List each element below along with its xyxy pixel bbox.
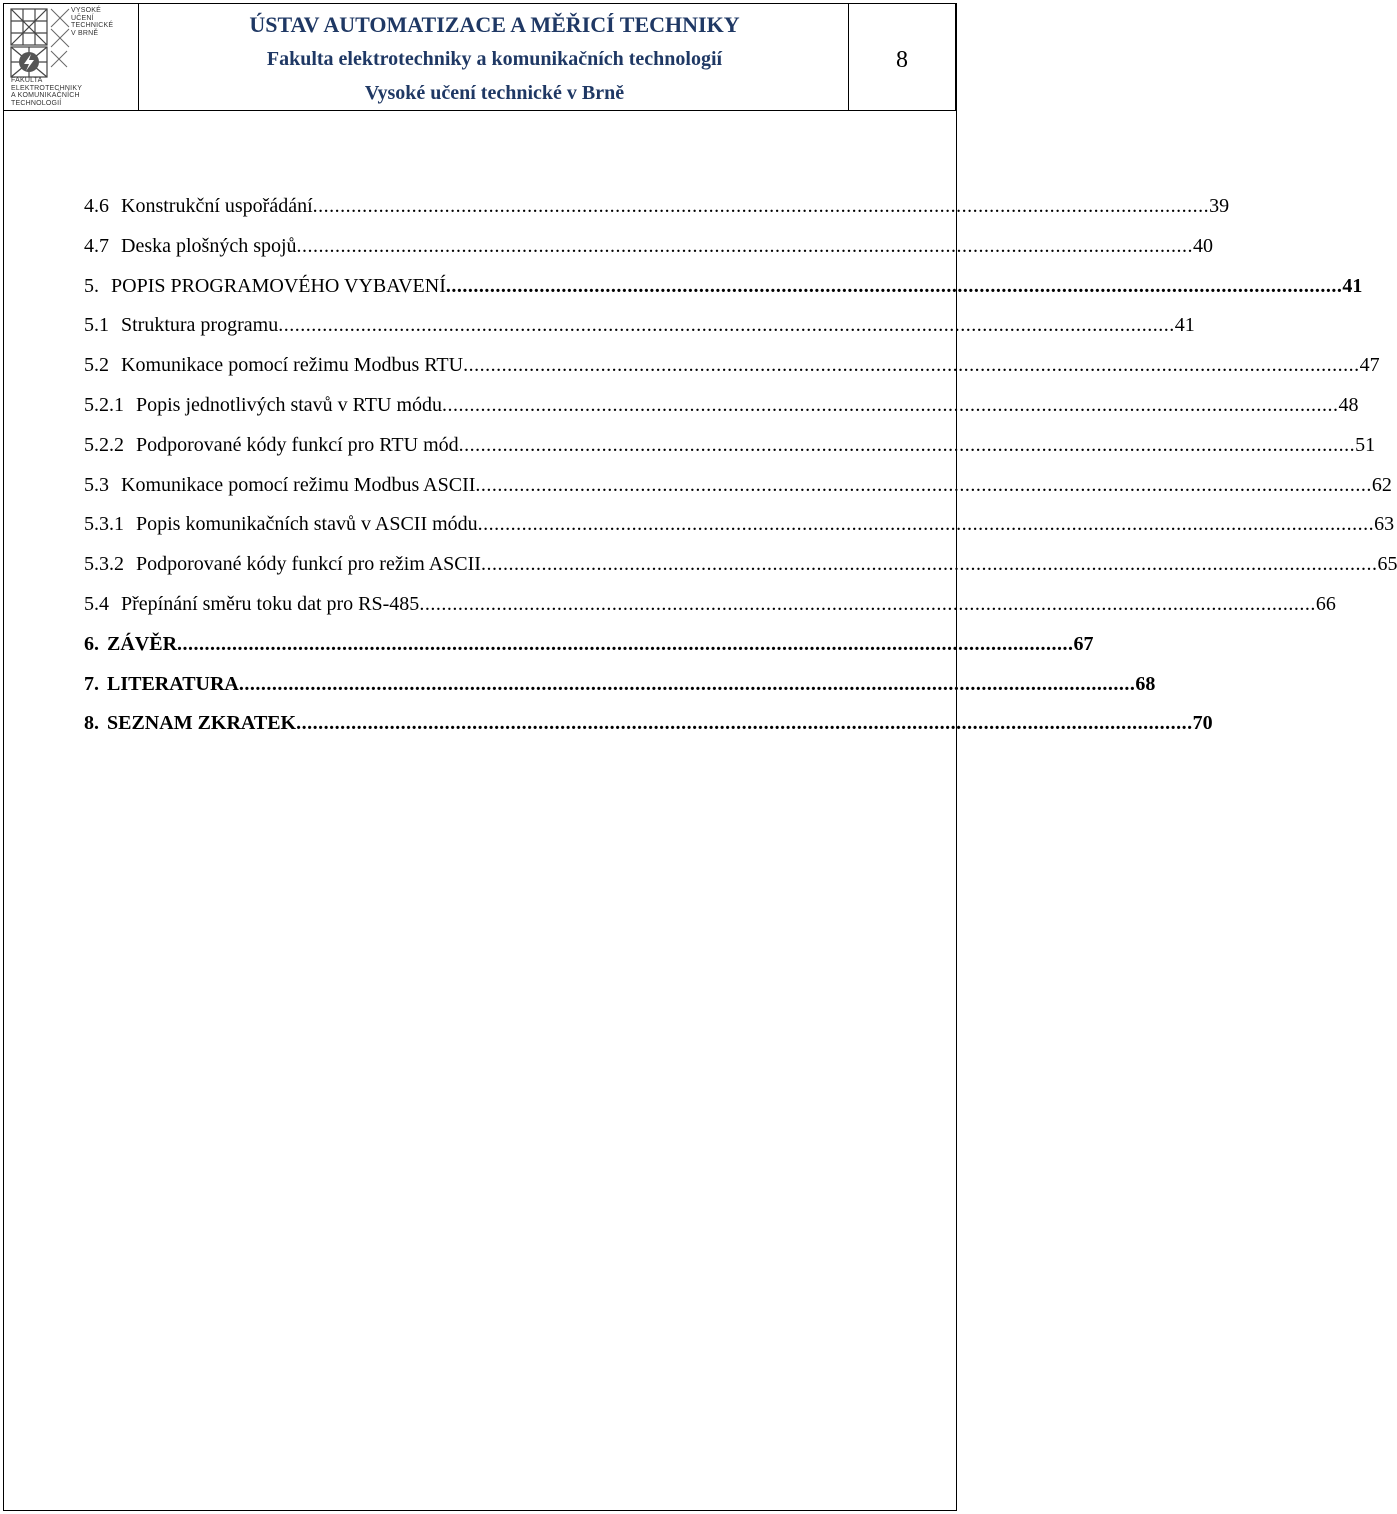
logo-text-line: FAKULTA	[11, 77, 43, 84]
toc-entry-title: Deska plošných spojů	[121, 234, 297, 257]
toc-dot-leader: ...................................................................................................................................................................	[458, 433, 1356, 456]
logo-text-line: V BRNĚ	[71, 29, 99, 37]
institute-name: ÚSTAV AUTOMATIZACE A MĚŘICÍ TECHNIKY	[249, 12, 740, 37]
toc-entry-title: POPIS PROGRAMOVÉHO VYBAVENÍ	[111, 274, 446, 297]
toc-entry[interactable]	[84, 274, 1363, 315]
toc-dot-leader: ...................................................................................................................................................................	[477, 513, 1375, 536]
logo-text-line: ELEKTROTECHNIKY	[11, 84, 83, 92]
toc-dot-leader: ...................................................................................................................................................................	[463, 354, 1360, 377]
toc-dot-leader: ...................................................................................................................................................................	[442, 393, 1339, 416]
toc-dot-leader: ...................................................................................................................................................................	[419, 592, 1316, 615]
toc-entry-page: 62	[1371, 473, 1392, 496]
faculty-name: Fakulta elektrotechniky a komunikačních technologií	[266, 48, 723, 70]
toc-entry[interactable]	[84, 632, 1094, 673]
toc-entry-number: 5.	[84, 274, 99, 297]
page-number: 8	[896, 47, 908, 73]
toc-entry[interactable]	[84, 433, 1376, 474]
toc-entry-number: 5.1	[84, 314, 109, 337]
toc-entry[interactable]	[84, 672, 1156, 713]
toc-entry-page: 65	[1377, 553, 1397, 576]
toc-entry[interactable]	[84, 513, 1395, 553]
toc-entry-page: 68	[1135, 672, 1156, 695]
logo-text-line: A KOMUNIKAČNÍCH	[11, 92, 80, 99]
toc-entry[interactable]	[84, 195, 1230, 235]
toc-entry-number: 5.2.2	[84, 433, 124, 456]
toc-entry-page: 70	[1192, 712, 1213, 735]
toc-dot-leader: ...................................................................................................................................................................	[177, 632, 1074, 655]
toc-entry-number: 8.	[84, 712, 99, 735]
toc-dot-leader: ...................................................................................................................................................................	[312, 195, 1210, 217]
toc-entry[interactable]	[84, 393, 1359, 434]
toc-entry-title: Komunikace pomocí režimu Modbus RTU	[121, 354, 464, 377]
logo-text-line: TECHNOLOGIÍ	[11, 99, 62, 107]
header-title-block	[139, 3, 850, 110]
toc-entry-page: 47	[1359, 354, 1380, 377]
logo-text-line: UČENÍ	[71, 14, 94, 22]
toc-entry-page: 63	[1374, 513, 1395, 536]
toc-entry-title: Konstrukční uspořádání	[121, 195, 313, 217]
toc-dot-leader: ...................................................................................................................................................................	[445, 274, 1343, 297]
toc-dot-leader: ...................................................................................................................................................................	[480, 553, 1378, 576]
toc-dot-leader: ...................................................................................................................................................................	[296, 234, 1194, 257]
toc-entry-number: 4.7	[84, 234, 109, 257]
toc-entry[interactable]	[84, 712, 1213, 752]
toc-entry-title: Přepínání směru toku dat pro RS-485	[121, 592, 420, 615]
toc-entry-number: 4.6	[84, 195, 109, 217]
toc-dot-leader: ...................................................................................................................................................................	[296, 712, 1193, 735]
toc-entry[interactable]	[84, 592, 1336, 633]
toc-entry-page: 40	[1193, 234, 1214, 257]
toc-entry-title: Podporované kódy funkcí pro režim ASCII	[136, 553, 481, 576]
toc-entry-number: 5.3.1	[84, 513, 124, 536]
toc-entry-title: Popis jednotlivých stavů v RTU módu	[136, 393, 443, 416]
toc-entry-number: 7.	[84, 672, 99, 695]
toc-entry-page: 51	[1355, 433, 1376, 456]
toc-entry-title: Struktura programu	[121, 314, 279, 337]
toc-entry-number: 6.	[84, 632, 99, 655]
toc-entry[interactable]	[84, 314, 1195, 354]
toc-entry[interactable]	[84, 473, 1392, 514]
page-number-cell	[848, 3, 956, 110]
toc-entry[interactable]	[84, 234, 1214, 275]
toc-entry[interactable]	[84, 553, 1397, 593]
logo-text-line: TECHNICKÉ	[71, 22, 114, 29]
toc-dot-leader: ...................................................................................................................................................................	[278, 314, 1175, 337]
page-header	[3, 3, 957, 111]
toc-entry-number: 5.3	[84, 473, 109, 496]
toc-entry-page: 39	[1209, 195, 1230, 217]
toc-entry[interactable]	[84, 354, 1380, 394]
toc-dot-leader: ...................................................................................................................................................................	[238, 672, 1136, 695]
toc-dot-leader: ...................................................................................................................................................................	[475, 473, 1372, 496]
logo-text-line: VYSOKÉ	[71, 7, 101, 14]
toc-entry-number: 5.4	[84, 592, 109, 615]
toc-entry-page: 41	[1342, 274, 1363, 297]
toc-entry-title: Popis komunikačních stavů v ASCII módu	[136, 513, 478, 536]
toc-entry-title: LITERATURA	[107, 672, 239, 695]
university-logo	[3, 3, 139, 110]
toc-entry-number: 5.2.1	[84, 393, 124, 416]
toc-entry-number: 5.3.2	[84, 553, 124, 576]
toc-entry-page: 41	[1174, 314, 1195, 337]
toc-entry-title: Komunikace pomocí režimu Modbus ASCII	[121, 473, 476, 496]
toc-entry-page: 67	[1073, 632, 1094, 655]
toc-entry-title: ZÁVĚR	[107, 632, 178, 655]
toc-entry-page: 66	[1315, 592, 1336, 615]
toc-entry-title: Podporované kódy funkcí pro RTU mód	[136, 433, 459, 456]
toc-entry-number: 5.2	[84, 354, 109, 377]
toc-entry-title: SEZNAM ZKRATEK	[107, 712, 297, 735]
university-name: Vysoké učení technické v Brně	[364, 82, 625, 104]
table-of-contents	[84, 195, 1397, 752]
toc-entry-page: 48	[1338, 393, 1359, 416]
